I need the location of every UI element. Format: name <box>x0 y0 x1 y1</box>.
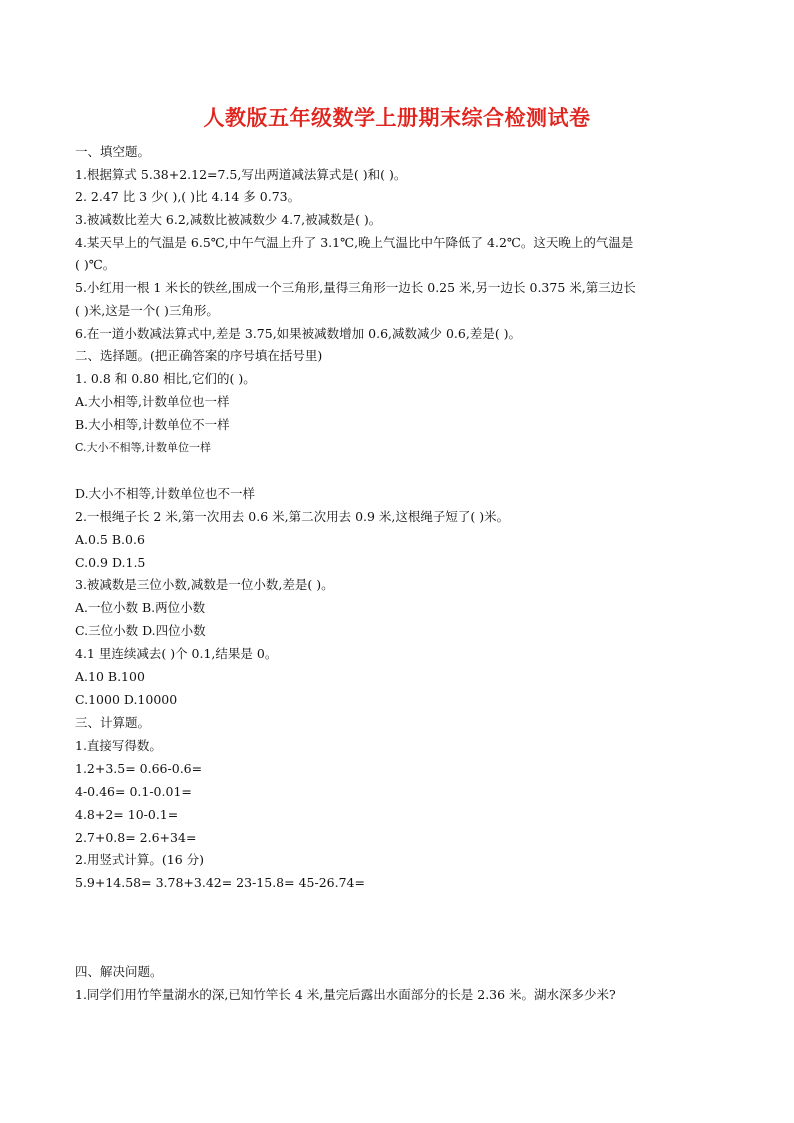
calc-row: 4.8+2= 10-0.1= <box>75 807 179 822</box>
question-text: 2. 2.47 比 3 少( ),( )比 4.14 多 0.73。 <box>75 189 301 204</box>
question-text: 3.被减数比差大 6.2,减数比被减数少 4.7,被减数是( )。 <box>75 212 382 227</box>
calc-row: 1.2+3.5= 0.66-0.6= <box>75 761 203 776</box>
question-text-continued: ( )℃。 <box>75 257 116 272</box>
section-choice-heading: 二、选择题。(把正确答案的序号填在括号里) <box>75 348 323 363</box>
option-text: C.0.9 D.1.5 <box>75 555 146 570</box>
page-title: 人教版五年级数学上册期末综合检测试卷 <box>203 106 591 130</box>
option-text: C.1000 D.10000 <box>75 692 178 707</box>
option-text: C.大小不相等,计数单位一样 <box>75 441 212 454</box>
question-text: 1.根据算式 5.38+2.12=7.5,写出两道减法算式是( )和( )。 <box>75 167 407 182</box>
calc-row: 2.7+0.8= 2.6+34= <box>75 830 197 845</box>
section-fill-blank-heading: 一、填空题。 <box>75 144 151 159</box>
question-text: 2.一根绳子长 2 米,第一次用去 0.6 米,第二次用去 0.9 米,这根绳子短了( )米。 <box>75 509 510 524</box>
question-text: 4.某天早上的气温是 6.5℃,中午气温上升了 3.1℃,晚上气温比中午降低了 4.2℃。这天晚上的气温是 <box>75 235 634 250</box>
option-text: A.10 B.100 <box>75 669 145 684</box>
option-text: B.大小相等,计数单位不一样 <box>75 417 230 432</box>
option-text: A.一位小数 B.两位小数 <box>75 600 206 615</box>
calc-row: 4-0.46= 0.1-0.01= <box>75 784 192 799</box>
question-text: 6.在一道小数减法算式中,差是 3.75,如果被减数增加 0.6,减数减少 0.6,差是( )。 <box>75 326 522 341</box>
question-text: 1. 0.8 和 0.80 相比,它们的( )。 <box>75 371 256 386</box>
option-text: A.大小相等,计数单位也一样 <box>75 394 230 409</box>
question-text: 5.小红用一根 1 米长的铁丝,围成一个三角形,量得三角形一边长 0.25 米,另一边长 0.375 米,第三边长 <box>75 280 636 295</box>
sub-question-text: 1.直接写得数。 <box>75 738 162 753</box>
option-text: A.0.5 B.0.6 <box>75 532 145 547</box>
question-text-continued: ( )米,这是一个( )三角形。 <box>75 303 219 318</box>
section-problem-solving-heading: 四、解决问题。 <box>75 964 163 979</box>
question-text: 4.1 里连续减去( )个 0.1,结果是 0。 <box>75 646 278 661</box>
option-text: C.三位小数 D.四位小数 <box>75 623 206 638</box>
calc-row: 5.9+14.58= 3.78+3.42= 23-15.8= 45-26.74= <box>75 875 365 890</box>
question-text: 1.同学们用竹竿量湖水的深,已知竹竿长 4 米,量完后露出水面部分的长是 2.36 米。湖水深多少米? <box>75 987 616 1002</box>
sub-question-text: 2.用竖式计算。(16 分) <box>75 852 205 867</box>
question-text: 3.被减数是三位小数,减数是一位小数,差是( )。 <box>75 577 334 592</box>
option-text: D.大小不相等,计数单位也不一样 <box>75 486 256 501</box>
section-calculation-heading: 三、计算题。 <box>75 715 151 730</box>
